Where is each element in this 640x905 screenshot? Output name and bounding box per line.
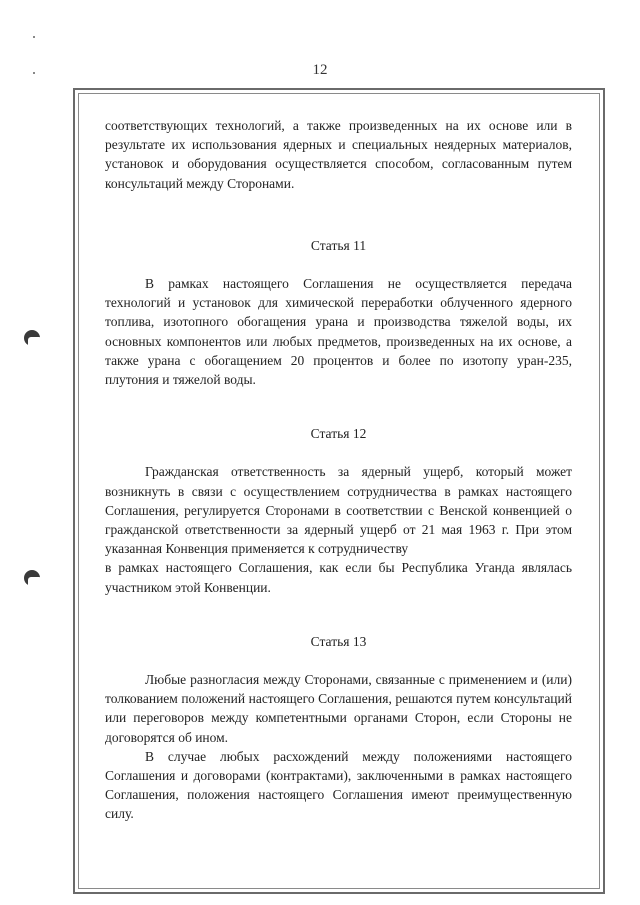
page-number: 12 xyxy=(312,62,328,78)
article-12-paragraph-1: Гражданская ответственность за ядерный ущерб, который может возникнуть в связи с осуществлением сотрудничества в рамках настоящего Соглашения, регулируется Сторонами в соответствии с Венской конвенцией о гражданской ответственности за ядерный ущерб от 21 мая 1963 г. При этом указанная Конвенция применяется к сотрудничеству xyxy=(105,464,572,557)
article-12-paragraph-2: в рамках настоящего Соглашения, как если бы Республика Уганда являлась участником этой Конвенции. xyxy=(105,560,572,595)
article-13-paragraph-2: В случае любых расхождений между положениями настоящего Соглашения и договорами (контрактами), заключенными в рамках настоящего Соглашения, положения настоящего Соглашения имеют преимущественную силу. xyxy=(105,748,572,822)
article-11-heading: Статья 11 xyxy=(310,237,367,253)
punch-hole-bottom xyxy=(24,570,40,586)
article-11-paragraph: В рамках настоящего Соглашения не осуществляется передача технологий и установок для химической переработки облученного ядерного топлива, изотопного обогащения урана и производства тяжелой воды, их основных компонентов или любых предметов, произведенных на их основе, а также урана с обогащением 20 процентов и более по изотопу уран-235, плутония и тяжелой воды. xyxy=(105,276,572,388)
article-13-heading: Статья 13 xyxy=(310,633,367,649)
punch-hole-top xyxy=(24,330,40,346)
paragraph-continued: соответствующих технологий, а также произведенных на их основе или в результате их использования ядерных и специальных неядерных материалов, установок и оборудования осуществляется способом, согласованным путем консультаций между Сторонами. xyxy=(105,118,572,191)
scan-speck-1 xyxy=(33,36,35,38)
article-12-heading: Статья 12 xyxy=(310,426,367,442)
document-body xyxy=(105,116,572,824)
article-13-paragraph-1: Любые разногласия между Сторонами, связанные с применением и (или) толкованием положений настоящего Соглашения, решаются путем консультаций или переговоров между компетентными органами Сторон, если Стороны не договорятся об ином. xyxy=(105,672,572,745)
